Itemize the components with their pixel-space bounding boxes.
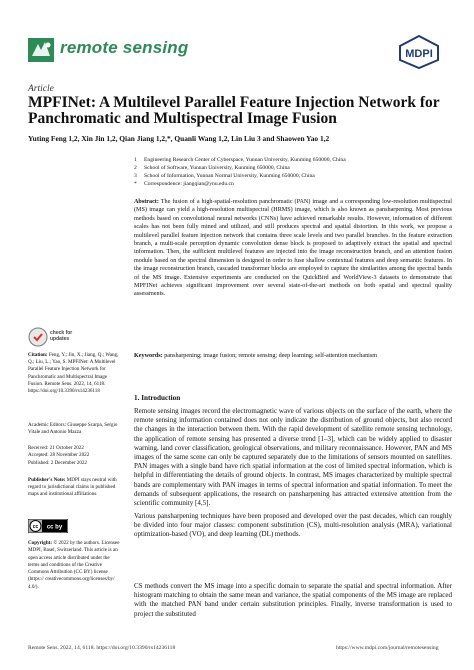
abstract-label: Abstract:: [134, 199, 159, 205]
body-paragraph: CS methods convert the MS image into a specific domain to separate the spatial and spectral information. After histogram matching to obtain the same mean and variance, the spatial components of the MS image are replaced with the matched PAN band under certain substitution principles. Finally, inverse transformation is used to project the substituted: [134, 582, 452, 618]
accepted-date: Accepted: 28 November 2022: [28, 452, 90, 459]
published-date: Published: 2 December 2022: [28, 459, 87, 466]
affiliation-mark: *: [134, 181, 137, 187]
citation-text[interactable]: Feng, Y.; Jin, X.; Jiang, Q.; Wang, Q.; Liu, L.; Yao, S. MPFINet: A Multilevel Parallel Feature Injection Network for Panchromatic and Multispectral Image Fusion. Remote Sens. 2022, 14, 6118. https://doi.org/10.3390/rs14236118: [28, 352, 119, 395]
svg-text:cc: cc: [32, 524, 39, 530]
cc-by-license-icon[interactable]: [28, 519, 68, 533]
article-type: Article: [28, 84, 54, 94]
affiliation-mark: 1: [134, 157, 137, 163]
citation-label: Citation:: [28, 352, 48, 358]
affiliations: [134, 156, 454, 188]
footer-journal-url[interactable]: https://www.mdpi.com/journal/remotesensing: [336, 645, 439, 651]
affiliation-mark: 3: [134, 173, 137, 179]
paper-title: MPFINet: A Multilevel Parallel Feature Injection Network for Panchromatic and Multispectral Image Fusion: [28, 94, 440, 127]
affiliation-item: [134, 172, 454, 180]
copyright-text: © 2022 by the authors. Licensee MDPI, Basel, Switzerland. This article is an open access article distributed under the terms and conditions of the Creative Commons Attribution (CC BY) license (https:// creativecommons.org/licenses/by/ 4.0/).: [28, 540, 120, 590]
copyright-notice: [28, 540, 122, 591]
publisher-note-text: MDPI stays neutral with regard to jurisdictional claims in published maps and institutional affiliations.: [28, 477, 117, 498]
check-badge-label: check for updates: [50, 330, 73, 342]
publication-dates: [28, 445, 122, 467]
keywords: [134, 352, 452, 360]
keywords-label: Keywords:: [134, 353, 163, 359]
journal-logo-icon: [28, 38, 54, 62]
mdpi-logo-text: MDPI: [405, 48, 433, 60]
abstract-text: The fusion of a high-spatial-resolution panchromatic (PAN) image and a corresponding low-resolution multispectral (MS) image can yield a high-resolution multispectral (HRMS) image, which is also known as pansharpening. Most previous methods based on convolutional neural networks (CNNs) have achieved remarkable results. However, information of different scales has not been fully mined and utilized, and still produces spectral and spatial distortion. In this work, we propose a multilevel parallel feature injection network that contains three scale levels and two parallel branches. In the feature extraction branch, a multi-scale perception dynamic convolution dense block is proposed to adaptively extract the spatial and spectral information. Then, the sufficient multilevel features are injected into the image reconstruction branch, and an attention fusion module based on the spectral dimension is designed in order to fuse shallow contextual features and deep semantic features. In the image reconstruction branch, cascaded transformer blocks are employed to capture the similarities among the spectral bands of the MS image. Extensive experiments are conducted on the QuickBird and WorldView-3 datasets to demonstrate that MPFINet achieves significant improvement over several state-of-the-art methods on both spatial and spectral quality assessments.: [134, 199, 452, 298]
affiliation-item: [134, 164, 454, 172]
affiliation-text: School of Information, Yunnan Normal University, Kunming 650000, China: [144, 173, 315, 179]
affiliation-text: School of Software, Yunnan University, Kunming 650000, China: [144, 165, 290, 171]
body-paragraph: Various pansharpening techniques have been proposed and developed over the past decades, which can roughly be divided into four major classes: component substitution (CS), multi-resolution analysis (MRA), variational optimization-based (VO), and deep learning (DL) methods.: [134, 512, 452, 539]
copyright-label: Copyright:: [28, 540, 53, 546]
received-date: Received: 21 October 2022: [28, 445, 84, 451]
journal-name[interactable]: remote sensing: [60, 38, 189, 57]
publisher-note: [28, 477, 122, 499]
keywords-text: pansharpening; image fusion; remote sensing; deep learning; self-attention mechanism: [164, 353, 378, 359]
affiliation-text: Engineering Research Center of Cyberspace, Yunnan University, Kunming 650000, China: [144, 157, 346, 163]
editors-names: Giuseppe Scarpa, Sergio Vitale and Antonio Mazza: [28, 422, 118, 436]
affiliation-mark: 2: [134, 165, 137, 171]
abstract: [134, 198, 452, 299]
academic-editors: [28, 422, 122, 436]
correspondence-email[interactable]: Correspondence: jiangqian@ynu.edu.cn: [144, 181, 234, 187]
section-heading-introduction: 1. Introduction: [134, 394, 181, 402]
author-list: Yuting Feng 1,2, Xin Jin 1,2, Qian Jiang 1,2,*, Quanli Wang 1,2, Lin Liu 3 and Shaowen Yao 1,2: [28, 134, 330, 143]
citation-block: [28, 352, 122, 395]
body-paragraph: Remote sensing images record the electromagnetic wave of various objects on the surface of the earth, where the remote sensing information contained does not only indicate the distribution of ground objects, but also record the changes in the interaction between them. With the rapid development of satellite remote sensing technology, the application of remote sensing has presented a diverse trend [1–3], which can be widely applied to disaster warning, land cover classification, geological observations, and military reconnaissance. However, PAN and MS images of the same scene can only be captured separately due to the limitations of sensors mounted on satellites. PAN images with a single band have rich spatial information at the cost of limited spectral information, which is helpful in differentiating the details of ground objects. In contrast, MS images characterized by multiple spectral bands are complementary with PAN images in terms of spectral information and spatial information. To meet the demands of subsequent applications, the research on pansharpening has attracted extensive attention from the scientific community [4,5].: [134, 407, 452, 508]
check-for-updates-button[interactable]: [28, 326, 80, 348]
editors-label: Academic Editors:: [28, 422, 67, 428]
affiliation-item: [134, 180, 454, 188]
footer-citation[interactable]: Remote Sens. 2022, 14, 6118. https://doi.org/10.3390/rs14236118: [28, 645, 176, 651]
affiliation-item: [134, 156, 454, 164]
cc-badge-text: cc by: [46, 524, 63, 531]
mdpi-logo[interactable]: [396, 34, 442, 70]
publisher-note-label: Publisher's Note:: [28, 477, 66, 483]
